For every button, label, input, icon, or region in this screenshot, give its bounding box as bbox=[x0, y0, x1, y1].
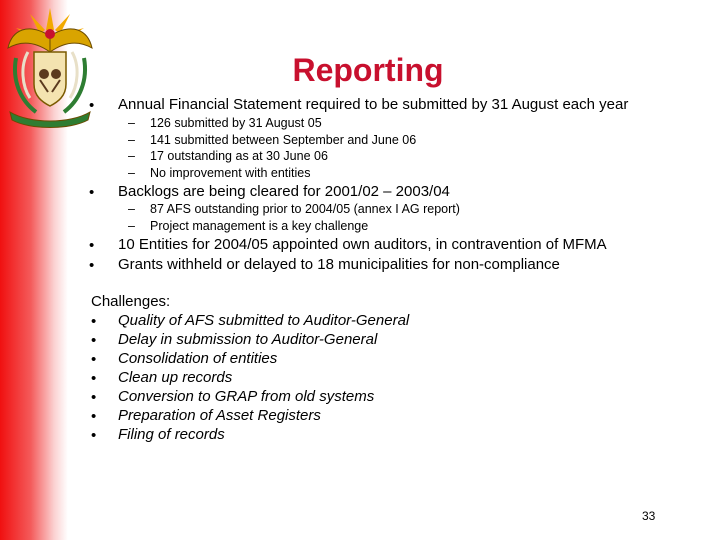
challenges-heading: Challenges: bbox=[91, 293, 171, 310]
challenge-item-4: Clean up records bbox=[118, 369, 233, 386]
sub-bullet-dash: – bbox=[128, 166, 135, 180]
challenge-bullet: • bbox=[91, 370, 97, 387]
sub-bullet-dash: – bbox=[128, 149, 135, 163]
coat-of-arms-logo bbox=[0, 0, 100, 130]
challenge-item-7: Filing of records bbox=[118, 426, 225, 443]
challenge-bullet: • bbox=[91, 408, 97, 425]
challenge-bullet: • bbox=[91, 313, 97, 330]
bullet-1-marker: • bbox=[89, 97, 95, 114]
challenge-item-2: Delay in submission to Auditor-General bbox=[118, 331, 378, 348]
bullet-2-marker: • bbox=[89, 184, 95, 201]
sub-bullet-1-2: 141 submitted between September and June 06 bbox=[150, 133, 417, 147]
slide-title: Reporting bbox=[292, 52, 444, 88]
challenge-bullet: • bbox=[91, 351, 97, 368]
sub-bullet-2-1: 87 AFS outstanding prior to 2004/05 (annex I AG report) bbox=[150, 202, 460, 216]
challenge-bullet: • bbox=[91, 332, 97, 349]
sub-bullet-dash: – bbox=[128, 116, 135, 130]
bullet-1-text: Annual Financial Statement required to be submitted by 31 August each year bbox=[118, 96, 629, 113]
challenge-bullet: • bbox=[91, 427, 97, 444]
bullet-4-marker: • bbox=[89, 257, 95, 274]
challenge-item-5: Conversion to GRAP from old systems bbox=[118, 388, 375, 405]
sub-bullet-1-1: 126 submitted by 31 August 05 bbox=[150, 116, 322, 130]
sub-bullet-dash: – bbox=[128, 133, 135, 147]
bullet-2-text: Backlogs are being cleared for 2001/02 – 2003/04 bbox=[118, 183, 450, 200]
sub-bullet-dash: – bbox=[128, 219, 135, 233]
challenge-item-6: Preparation of Asset Registers bbox=[118, 407, 321, 424]
challenge-item-1: Quality of AFS submitted to Auditor-General bbox=[118, 312, 410, 329]
sub-bullet-dash: – bbox=[128, 202, 135, 216]
challenge-bullet: • bbox=[91, 389, 97, 406]
page-number: 33 bbox=[642, 509, 656, 523]
bullet-3-marker: • bbox=[89, 237, 95, 254]
challenge-item-3: Consolidation of entities bbox=[118, 350, 278, 367]
bullet-3-text: 10 Entities for 2004/05 appointed own auditors, in contravention of MFMA bbox=[118, 236, 607, 253]
sub-bullet-2-2: Project management is a key challenge bbox=[150, 219, 369, 233]
sub-bullet-1-4: No improvement with entities bbox=[150, 166, 311, 180]
bullet-4-text: Grants withheld or delayed to 18 municipalities for non-compliance bbox=[118, 256, 560, 273]
sub-bullet-1-3: 17 outstanding as at 30 June 06 bbox=[150, 149, 328, 163]
